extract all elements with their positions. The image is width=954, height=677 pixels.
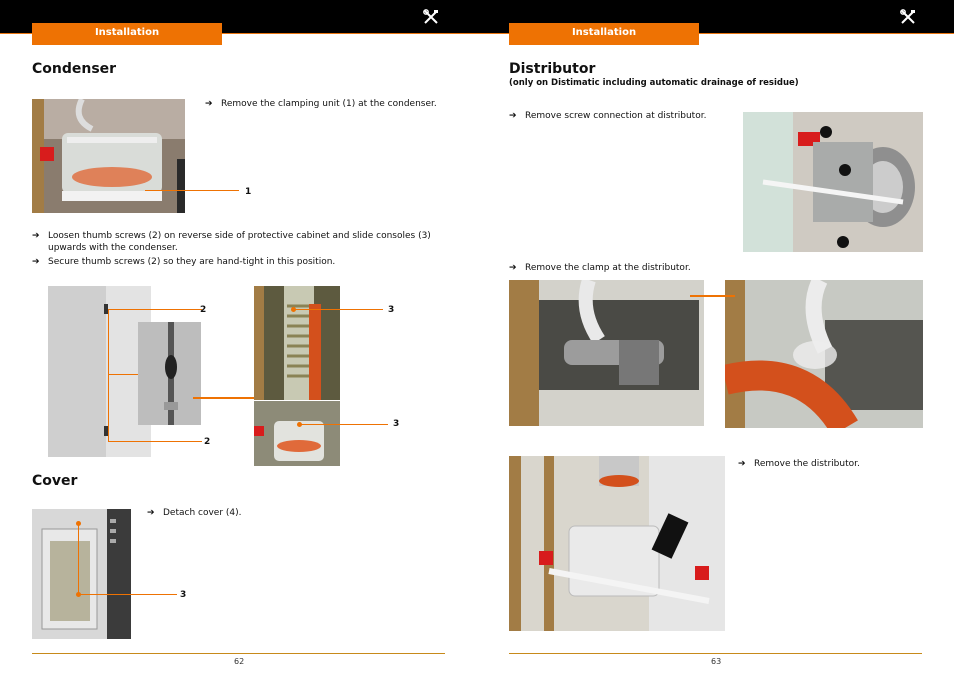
transition-arrow [193, 397, 255, 399]
callout-line [293, 309, 383, 310]
callout-3b: 3 [393, 419, 400, 429]
clamp-removed-photo [725, 280, 923, 428]
callout-dot [76, 521, 81, 526]
footer-rule-right [509, 653, 922, 654]
callout-line [108, 374, 138, 375]
callout-dot [76, 592, 81, 597]
condenser-photo [32, 99, 185, 213]
condenser-step-1: ➔ Remove the clamping unit (1) at the condenser. [205, 99, 437, 109]
cover-title: Cover [32, 473, 78, 489]
callout-2a: 2 [200, 305, 207, 315]
tools-icon [900, 9, 916, 25]
distributor-step-2: ➔ Remove the clamp at the distributor. [509, 263, 691, 273]
distributor-photo [509, 456, 725, 631]
callout-cover: 3 [180, 590, 187, 600]
page-number-right: 63 [711, 657, 722, 666]
callout-line [145, 190, 239, 191]
callout-line [108, 309, 202, 310]
distributor-title: Distributor [509, 61, 596, 77]
callout-line [108, 441, 202, 442]
callout-2b: 2 [204, 437, 211, 447]
callout-line [78, 523, 79, 594]
cover-step-1: ➔ Detach cover (4). [147, 508, 242, 518]
callout-line [78, 594, 177, 595]
condenser-step-3: ➔ Secure thumb screws (2) so they are hand-tight in this position. [32, 257, 336, 267]
cover-photo [32, 509, 131, 639]
callout-dot [291, 307, 296, 312]
distributor-step-1: ➔ Remove screw connection at distributor. [509, 111, 707, 121]
callout-line [300, 424, 388, 425]
clamp-photo [509, 280, 704, 426]
cabinet-side-photo [48, 286, 151, 457]
distributor-subtitle: (only on Distimatic including automatic drainage of residue) [509, 78, 799, 88]
screw-connection-photo [743, 112, 923, 252]
callout-1: 1 [245, 187, 252, 197]
condenser-raised-photo [254, 286, 340, 400]
callout-dot [297, 422, 302, 427]
thumb-screw-photo [138, 322, 201, 425]
section-tag-right: Installation [509, 23, 699, 45]
callout-3a: 3 [388, 305, 395, 315]
transition-arrow [690, 295, 735, 297]
condenser-step-2: ➔ Loosen thumb screws (2) on reverse side of protective cabinet and slide consoles (3) upwards with the condenser. [32, 231, 431, 253]
footer-rule-left [32, 653, 445, 654]
callout-line [108, 309, 109, 441]
tools-icon [423, 9, 439, 25]
section-tag-left: Installation [32, 23, 222, 45]
distributor-step-3: ➔ Remove the distributor. [738, 459, 860, 469]
page-number-left: 62 [234, 657, 245, 666]
condenser-title: Condenser [32, 61, 117, 77]
condenser-lower-photo [254, 401, 340, 466]
